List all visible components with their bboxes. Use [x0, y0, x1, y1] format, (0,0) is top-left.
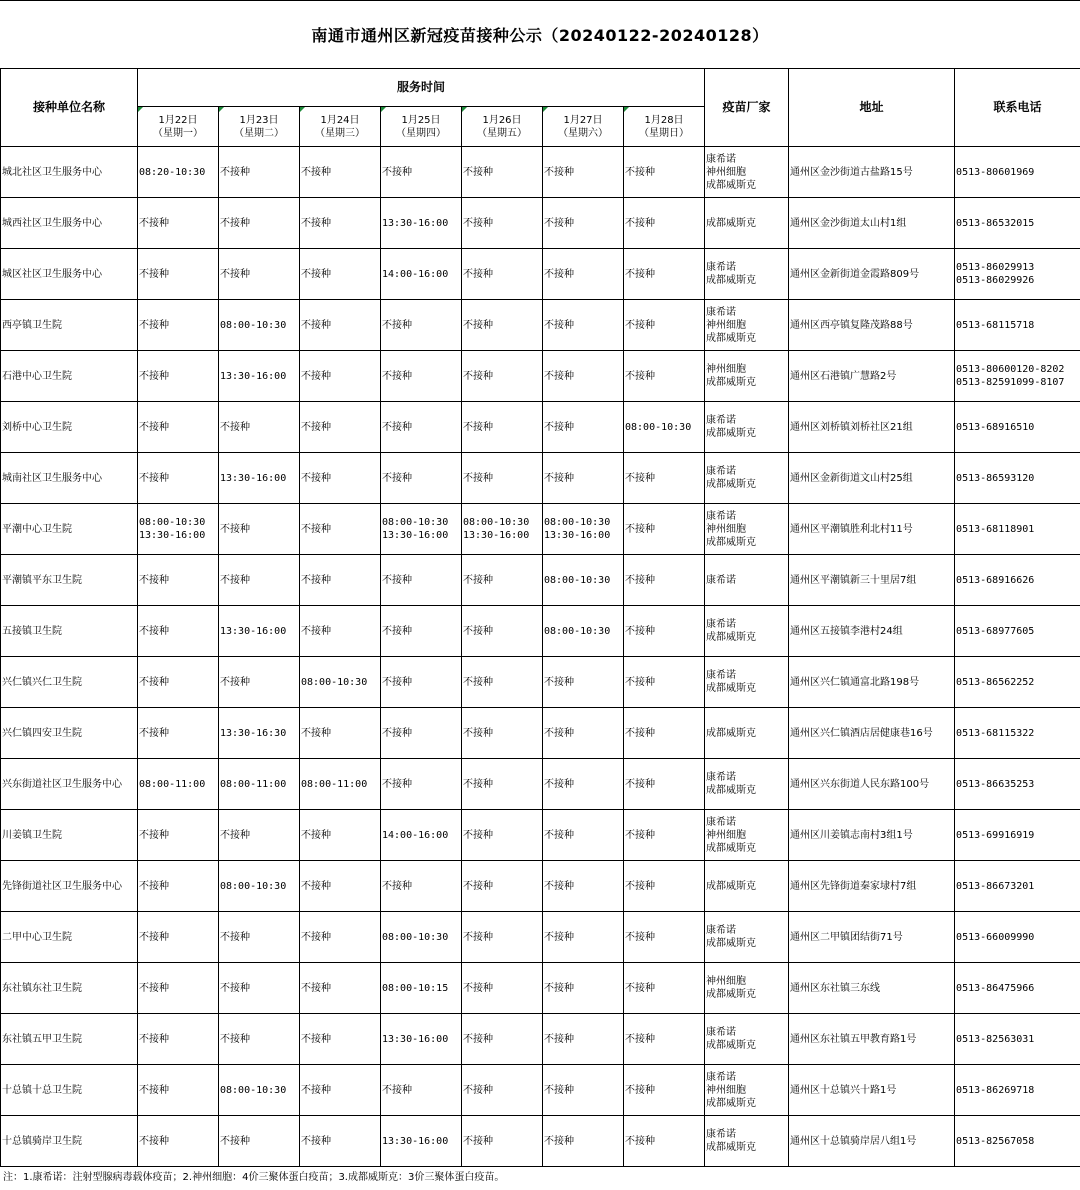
- phone-cell: 0513-86673201: [955, 861, 1080, 912]
- time-cell: 不接种: [462, 300, 543, 351]
- time-cell: 不接种: [138, 708, 219, 759]
- unit-name-cell: 城西社区卫生服务中心: [1, 198, 138, 249]
- vendor-cell: 康希诺 神州细胞 成都威斯克: [705, 300, 789, 351]
- page-title: 南通市通州区新冠疫苗接种公示（20240122-20240128）: [0, 0, 1080, 68]
- address-cell: 通州区先锋街道秦家埭村7组: [789, 861, 955, 912]
- time-cell: 不接种: [624, 657, 705, 708]
- time-cell: 不接种: [138, 657, 219, 708]
- time-cell: 不接种: [300, 861, 381, 912]
- time-cell: 13:30-16:00: [381, 198, 462, 249]
- table-row: [1, 861, 1080, 912]
- time-cell: 不接种: [300, 249, 381, 300]
- time-cell: 08:00-10:30: [624, 402, 705, 453]
- header-service-time: 服务时间: [138, 69, 705, 107]
- address-cell: 通州区川姜镇志南村3组1号: [789, 810, 955, 861]
- time-cell: 14:00-16:00: [381, 249, 462, 300]
- day-date: 1月23日: [239, 114, 279, 126]
- time-cell: 不接种: [624, 555, 705, 606]
- time-cell: 不接种: [543, 249, 624, 300]
- vendor-cell: 神州细胞 成都威斯克: [705, 351, 789, 402]
- day-date: 1月28日: [644, 114, 684, 126]
- time-cell: 不接种: [138, 351, 219, 402]
- time-cell: 不接种: [462, 861, 543, 912]
- time-cell: 不接种: [462, 759, 543, 810]
- time-cell: 08:00-10:30 13:30-16:00: [543, 504, 624, 555]
- time-cell: 不接种: [300, 1116, 381, 1167]
- time-cell: 13:30-16:00: [219, 453, 300, 504]
- time-cell: 不接种: [543, 1014, 624, 1065]
- time-cell: 不接种: [543, 1116, 624, 1167]
- vendor-cell: 康希诺 成都威斯克: [705, 249, 789, 300]
- time-cell: 不接种: [381, 759, 462, 810]
- header-phone: 联系电话: [955, 69, 1080, 147]
- day-date: 1月26日: [482, 114, 522, 126]
- unit-name-cell: 平潮镇平东卫生院: [1, 555, 138, 606]
- time-cell: 不接种: [219, 147, 300, 198]
- vaccination-table: [0, 68, 1080, 1167]
- time-cell: 不接种: [462, 351, 543, 402]
- time-cell: 不接种: [219, 504, 300, 555]
- phone-cell: 0513-86635253: [955, 759, 1080, 810]
- time-cell: 不接种: [300, 708, 381, 759]
- table-row: [1, 402, 1080, 453]
- table-body: [1, 147, 1080, 1167]
- time-cell: 08:00-11:00: [219, 759, 300, 810]
- vendor-cell: 康希诺 成都威斯克: [705, 759, 789, 810]
- day-header: [543, 107, 624, 147]
- table-row: [1, 453, 1080, 504]
- unit-name-cell: 五接镇卫生院: [1, 606, 138, 657]
- address-cell: 通州区金沙街道太山村1组: [789, 198, 955, 249]
- unit-name-cell: 十总镇骑岸卫生院: [1, 1116, 138, 1167]
- address-cell: 通州区十总镇兴十路1号: [789, 1065, 955, 1116]
- time-cell: 08:00-10:30: [219, 861, 300, 912]
- time-cell: 不接种: [462, 249, 543, 300]
- day-header: [462, 107, 543, 147]
- day-weekday: （星期一）: [153, 127, 203, 139]
- time-cell: 不接种: [138, 912, 219, 963]
- time-cell: 不接种: [543, 198, 624, 249]
- time-cell: 不接种: [138, 606, 219, 657]
- time-cell: 不接种: [624, 606, 705, 657]
- address-cell: 通州区兴仁镇通富北路198号: [789, 657, 955, 708]
- time-cell: 13:30-16:00: [219, 351, 300, 402]
- time-cell: 不接种: [462, 606, 543, 657]
- time-cell: 不接种: [624, 963, 705, 1014]
- time-cell: 不接种: [462, 1065, 543, 1116]
- time-cell: 不接种: [381, 351, 462, 402]
- header-vendor: 疫苗厂家: [705, 69, 789, 147]
- day-date: 1月27日: [563, 114, 603, 126]
- vendor-cell: 康希诺: [705, 555, 789, 606]
- address-cell: 通州区十总镇骑岸居八组1号: [789, 1116, 955, 1167]
- phone-cell: 0513-82567058: [955, 1116, 1080, 1167]
- time-cell: 08:00-10:30: [219, 300, 300, 351]
- table-row: [1, 708, 1080, 759]
- phone-cell: 0513-68118901: [955, 504, 1080, 555]
- table-row: [1, 606, 1080, 657]
- day-date: 1月24日: [320, 114, 360, 126]
- phone-cell: 0513-86532015: [955, 198, 1080, 249]
- day-weekday: （星期六）: [558, 127, 608, 139]
- time-cell: 13:30-16:00: [381, 1116, 462, 1167]
- vendor-cell: 康希诺 成都威斯克: [705, 402, 789, 453]
- day-header: [624, 107, 705, 147]
- address-cell: 通州区兴仁镇酒店居健康巷16号: [789, 708, 955, 759]
- time-cell: 不接种: [543, 912, 624, 963]
- time-cell: 不接种: [624, 300, 705, 351]
- day-header: [219, 107, 300, 147]
- unit-name-cell: 兴仁镇四安卫生院: [1, 708, 138, 759]
- time-cell: 不接种: [300, 300, 381, 351]
- day-header: [381, 107, 462, 147]
- address-cell: 通州区兴东街道人民东路100号: [789, 759, 955, 810]
- unit-name-cell: 二甲中心卫生院: [1, 912, 138, 963]
- phone-cell: 0513-66009990: [955, 912, 1080, 963]
- unit-name-cell: 十总镇十总卫生院: [1, 1065, 138, 1116]
- time-cell: 不接种: [624, 453, 705, 504]
- time-cell: 不接种: [462, 963, 543, 1014]
- time-cell: 不接种: [624, 708, 705, 759]
- time-cell: 不接种: [138, 1116, 219, 1167]
- unit-name-cell: 西亭镇卫生院: [1, 300, 138, 351]
- time-cell: 不接种: [624, 351, 705, 402]
- time-cell: 不接种: [219, 963, 300, 1014]
- unit-name-cell: 东社镇东社卫生院: [1, 963, 138, 1014]
- phone-cell: 0513-86593120: [955, 453, 1080, 504]
- vendor-cell: 康希诺 神州细胞 成都威斯克: [705, 147, 789, 198]
- phone-cell: 0513-68115322: [955, 708, 1080, 759]
- time-cell: 不接种: [219, 810, 300, 861]
- time-cell: 不接种: [300, 912, 381, 963]
- phone-cell: 0513-80601969: [955, 147, 1080, 198]
- time-cell: 不接种: [219, 555, 300, 606]
- time-cell: 不接种: [624, 198, 705, 249]
- vendor-cell: 康希诺 成都威斯克: [705, 606, 789, 657]
- day-header: [300, 107, 381, 147]
- footnote: 注：1.康希诺：注射型腺病毒载体疫苗；2.神州细胞：4价三聚体蛋白疫苗；3.成都威斯克：3价三聚体蛋白疫苗。: [3, 1172, 505, 1183]
- time-cell: 不接种: [381, 402, 462, 453]
- header-address: 地址: [789, 69, 955, 147]
- vendor-cell: 康希诺 成都威斯克: [705, 1116, 789, 1167]
- address-cell: 通州区刘桥镇刘桥社区21组: [789, 402, 955, 453]
- time-cell: 不接种: [624, 912, 705, 963]
- time-cell: 不接种: [462, 912, 543, 963]
- day-weekday: （星期五）: [477, 127, 527, 139]
- time-cell: 不接种: [219, 402, 300, 453]
- unit-name-cell: 川姜镇卫生院: [1, 810, 138, 861]
- time-cell: 08:00-10:30: [300, 657, 381, 708]
- time-cell: 不接种: [462, 198, 543, 249]
- address-cell: 通州区五接镇李港村24组: [789, 606, 955, 657]
- vendor-cell: 康希诺 成都威斯克: [705, 453, 789, 504]
- time-cell: 不接种: [138, 300, 219, 351]
- time-cell: 不接种: [138, 555, 219, 606]
- table-row: [1, 504, 1080, 555]
- table-row: [1, 963, 1080, 1014]
- time-cell: 13:30-16:00: [381, 1014, 462, 1065]
- time-cell: 不接种: [138, 1014, 219, 1065]
- time-cell: 不接种: [624, 1065, 705, 1116]
- time-cell: 不接种: [300, 810, 381, 861]
- unit-name-cell: 兴东街道社区卫生服务中心: [1, 759, 138, 810]
- time-cell: 不接种: [219, 1116, 300, 1167]
- vendor-cell: 康希诺 成都威斯克: [705, 912, 789, 963]
- time-cell: 不接种: [624, 810, 705, 861]
- time-cell: 不接种: [138, 810, 219, 861]
- address-cell: 通州区平潮镇胜利北村11号: [789, 504, 955, 555]
- table-row: [1, 249, 1080, 300]
- time-cell: 不接种: [462, 708, 543, 759]
- phone-cell: 0513-68916626: [955, 555, 1080, 606]
- address-cell: 通州区石港镇广慧路2号: [789, 351, 955, 402]
- time-cell: 不接种: [462, 453, 543, 504]
- time-cell: 不接种: [543, 861, 624, 912]
- time-cell: 不接种: [300, 963, 381, 1014]
- time-cell: 不接种: [462, 555, 543, 606]
- time-cell: 不接种: [462, 402, 543, 453]
- time-cell: 不接种: [543, 453, 624, 504]
- time-cell: 08:00-10:30: [381, 912, 462, 963]
- time-cell: 不接种: [300, 606, 381, 657]
- address-cell: 通州区二甲镇团结街71号: [789, 912, 955, 963]
- address-cell: 通州区平潮镇新三十里居7组: [789, 555, 955, 606]
- time-cell: 不接种: [300, 351, 381, 402]
- vendor-cell: 神州细胞 成都威斯克: [705, 963, 789, 1014]
- time-cell: 14:00-16:00: [381, 810, 462, 861]
- table-row: [1, 555, 1080, 606]
- time-cell: 不接种: [624, 1116, 705, 1167]
- table-row: [1, 147, 1080, 198]
- time-cell: 不接种: [624, 1014, 705, 1065]
- address-cell: 通州区金沙街道古盐路15号: [789, 147, 955, 198]
- time-cell: 不接种: [219, 657, 300, 708]
- vendor-cell: 成都威斯克: [705, 708, 789, 759]
- time-cell: 08:00-10:30: [219, 1065, 300, 1116]
- time-cell: 不接种: [624, 861, 705, 912]
- address-cell: 通州区东社镇三东线: [789, 963, 955, 1014]
- phone-cell: 0513-86562252: [955, 657, 1080, 708]
- phone-cell: 0513-86475966: [955, 963, 1080, 1014]
- day-date: 1月22日: [158, 114, 198, 126]
- phone-cell: 0513-86269718: [955, 1065, 1080, 1116]
- time-cell: 08:00-10:30 13:30-16:00: [381, 504, 462, 555]
- phone-cell: 0513-69916919: [955, 810, 1080, 861]
- time-cell: 不接种: [462, 810, 543, 861]
- table-row: [1, 1116, 1080, 1167]
- time-cell: 不接种: [543, 1065, 624, 1116]
- day-date: 1月25日: [401, 114, 441, 126]
- phone-cell: 0513-82563031: [955, 1014, 1080, 1065]
- time-cell: 不接种: [138, 198, 219, 249]
- time-cell: 不接种: [300, 555, 381, 606]
- time-cell: 不接种: [462, 147, 543, 198]
- header-unit: 接种单位名称: [1, 69, 138, 147]
- vendor-cell: 成都威斯克: [705, 861, 789, 912]
- time-cell: 不接种: [381, 453, 462, 504]
- table-row: [1, 198, 1080, 249]
- vendor-cell: 康希诺 神州细胞 成都威斯克: [705, 810, 789, 861]
- time-cell: 不接种: [543, 351, 624, 402]
- table-row: [1, 657, 1080, 708]
- time-cell: 08:00-10:15: [381, 963, 462, 1014]
- address-cell: 通州区东社镇五甲教育路1号: [789, 1014, 955, 1065]
- time-cell: 不接种: [381, 657, 462, 708]
- table-row: [1, 810, 1080, 861]
- table-row: [1, 300, 1080, 351]
- unit-name-cell: 兴仁镇兴仁卫生院: [1, 657, 138, 708]
- time-cell: 不接种: [300, 453, 381, 504]
- time-cell: 08:00-11:00: [138, 759, 219, 810]
- address-cell: 通州区金新街道金霞路809号: [789, 249, 955, 300]
- day-weekday: （星期日）: [639, 127, 690, 139]
- time-cell: 不接种: [300, 1065, 381, 1116]
- vendor-cell: 康希诺 成都威斯克: [705, 657, 789, 708]
- day-weekday: （星期四）: [396, 127, 446, 139]
- time-cell: 不接种: [624, 147, 705, 198]
- time-cell: 不接种: [138, 1065, 219, 1116]
- time-cell: 不接种: [381, 708, 462, 759]
- time-cell: 不接种: [543, 708, 624, 759]
- table-row: [1, 759, 1080, 810]
- address-cell: 通州区西亭镇复隆茂路88号: [789, 300, 955, 351]
- vendor-cell: 成都威斯克: [705, 198, 789, 249]
- time-cell: 不接种: [543, 147, 624, 198]
- time-cell: 不接种: [300, 198, 381, 249]
- time-cell: 08:00-10:30: [543, 555, 624, 606]
- table-row: [1, 1065, 1080, 1116]
- time-cell: 13:30-16:30: [219, 708, 300, 759]
- time-cell: 不接种: [138, 453, 219, 504]
- time-cell: 不接种: [543, 657, 624, 708]
- unit-name-cell: 城南社区卫生服务中心: [1, 453, 138, 504]
- time-cell: 不接种: [381, 606, 462, 657]
- unit-name-cell: 城北社区卫生服务中心: [1, 147, 138, 198]
- unit-name-cell: 城区社区卫生服务中心: [1, 249, 138, 300]
- time-cell: 不接种: [381, 147, 462, 198]
- time-cell: 不接种: [381, 861, 462, 912]
- time-cell: 不接种: [543, 759, 624, 810]
- time-cell: 不接种: [543, 402, 624, 453]
- table-row: [1, 351, 1080, 402]
- vendor-cell: 康希诺 神州细胞 成都威斯克: [705, 1065, 789, 1116]
- time-cell: 不接种: [219, 1014, 300, 1065]
- time-cell: 不接种: [381, 300, 462, 351]
- day-header: [138, 107, 219, 147]
- time-cell: 不接种: [543, 810, 624, 861]
- phone-cell: 0513-80600120-8202 0513-82591099-8107: [955, 351, 1080, 402]
- time-cell: 08:00-10:30: [543, 606, 624, 657]
- table-row: [1, 912, 1080, 963]
- vendor-cell: 康希诺 神州细胞 成都威斯克: [705, 504, 789, 555]
- vendor-cell: 康希诺 成都威斯克: [705, 1014, 789, 1065]
- time-cell: 不接种: [300, 1014, 381, 1065]
- time-cell: 不接种: [219, 912, 300, 963]
- time-cell: 不接种: [543, 963, 624, 1014]
- time-cell: 不接种: [543, 300, 624, 351]
- time-cell: 不接种: [462, 1116, 543, 1167]
- phone-cell: 0513-86029913 0513-86029926: [955, 249, 1080, 300]
- time-cell: 不接种: [138, 402, 219, 453]
- time-cell: 不接种: [138, 249, 219, 300]
- time-cell: 不接种: [138, 861, 219, 912]
- time-cell: 08:20-10:30: [138, 147, 219, 198]
- time-cell: 不接种: [138, 963, 219, 1014]
- unit-name-cell: 石港中心卫生院: [1, 351, 138, 402]
- address-cell: 通州区金新街道文山村25组: [789, 453, 955, 504]
- time-cell: 不接种: [624, 504, 705, 555]
- phone-cell: 0513-68977605: [955, 606, 1080, 657]
- unit-name-cell: 平潮中心卫生院: [1, 504, 138, 555]
- day-weekday: （星期三）: [315, 127, 365, 139]
- time-cell: 不接种: [381, 1065, 462, 1116]
- table-row: [1, 1014, 1080, 1065]
- time-cell: 不接种: [300, 147, 381, 198]
- time-cell: 不接种: [300, 504, 381, 555]
- time-cell: 13:30-16:00: [219, 606, 300, 657]
- time-cell: 不接种: [381, 555, 462, 606]
- time-cell: 08:00-10:30 13:30-16:00: [462, 504, 543, 555]
- time-cell: 不接种: [462, 657, 543, 708]
- time-cell: 不接种: [300, 402, 381, 453]
- unit-name-cell: 先锋街道社区卫生服务中心: [1, 861, 138, 912]
- unit-name-cell: 东社镇五甲卫生院: [1, 1014, 138, 1065]
- time-cell: 不接种: [624, 759, 705, 810]
- time-cell: 不接种: [219, 249, 300, 300]
- time-cell: 不接种: [462, 1014, 543, 1065]
- time-cell: 不接种: [219, 198, 300, 249]
- unit-name-cell: 刘桥中心卫生院: [1, 402, 138, 453]
- time-cell: 不接种: [624, 249, 705, 300]
- day-weekday: （星期二）: [234, 127, 284, 139]
- time-cell: 08:00-11:00: [300, 759, 381, 810]
- phone-cell: 0513-68916510: [955, 402, 1080, 453]
- time-cell: 08:00-10:30 13:30-16:00: [138, 504, 219, 555]
- phone-cell: 0513-68115718: [955, 300, 1080, 351]
